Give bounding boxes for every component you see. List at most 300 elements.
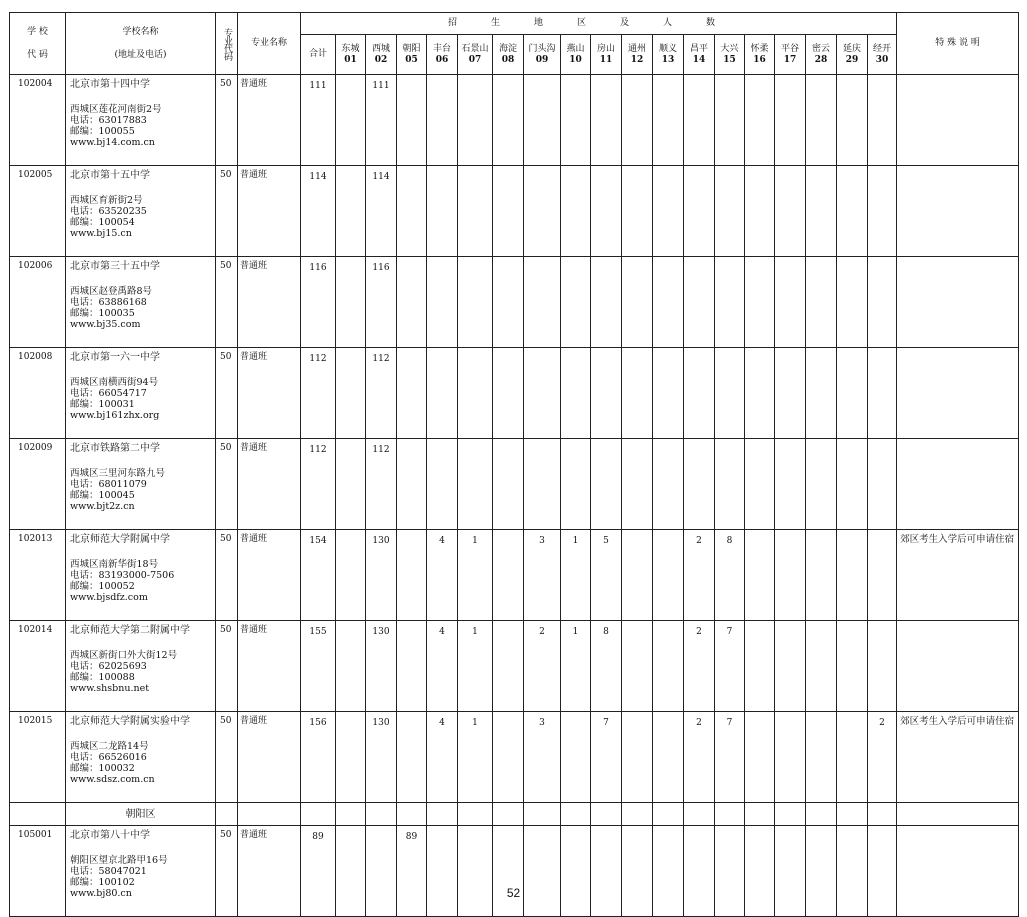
district-count (806, 621, 837, 712)
district-count: 112 (366, 439, 397, 530)
header-district (715, 35, 745, 75)
district-count (653, 348, 684, 439)
district-count (837, 348, 868, 439)
total-count: 111 (301, 75, 336, 166)
school-name: 北京师范大学第二附属中学 (70, 625, 190, 636)
special-note (897, 166, 1019, 257)
district-count (561, 166, 591, 257)
district-code: 13 (661, 54, 675, 65)
school-postcode: 邮编：100102 (70, 877, 135, 888)
header-district (745, 35, 775, 75)
district-count (837, 166, 868, 257)
district-count (397, 166, 427, 257)
district-count (427, 257, 458, 348)
school-address-block (70, 468, 215, 512)
district-count (806, 257, 837, 348)
school-code: 102015 (10, 712, 66, 803)
district-code: 05 (405, 54, 418, 65)
district-name: 丰台 (432, 43, 451, 54)
header-school-name-line1: 学校名称 (122, 26, 159, 37)
district-count (561, 826, 591, 917)
district-code: 28 (814, 54, 828, 65)
district-count (397, 621, 427, 712)
school-address-block (70, 377, 215, 421)
table-row (10, 166, 1019, 257)
district-count (458, 257, 493, 348)
header-school-code-line2: 代 码 (27, 49, 48, 60)
district-count: 2 (684, 621, 715, 712)
district-count (458, 439, 493, 530)
district-count: 114 (366, 166, 397, 257)
district-count (493, 439, 524, 530)
district-count (775, 621, 806, 712)
district-code: 17 (783, 54, 797, 65)
header-district (591, 35, 622, 75)
specialty-name: 普通班 (238, 257, 301, 348)
district-count (745, 257, 775, 348)
school-address: 西城区南横西街94号 (70, 377, 159, 388)
district-count: 112 (366, 348, 397, 439)
district-count (524, 348, 561, 439)
table-row (10, 621, 1019, 712)
district-count: 8 (591, 621, 622, 712)
header-district (336, 35, 366, 75)
district-count: 130 (366, 712, 397, 803)
section-blank (837, 803, 868, 826)
school-phone: 电话：63017883 (70, 115, 147, 126)
district-count (493, 621, 524, 712)
table-row (10, 712, 1019, 803)
district-count (493, 530, 524, 621)
district-count (775, 166, 806, 257)
district-count (336, 826, 366, 917)
district-count (715, 166, 745, 257)
school-phone: 电话：68011079 (70, 479, 147, 490)
school-address: 西城区二龙路14号 (70, 741, 149, 752)
district-count (684, 439, 715, 530)
district-code: 07 (468, 54, 482, 65)
district-count (806, 712, 837, 803)
header-district (806, 35, 837, 75)
header-district (653, 35, 684, 75)
school-name-cell (66, 439, 216, 530)
district-count: 2 (868, 712, 897, 803)
school-address-block (70, 195, 215, 239)
district-count (653, 75, 684, 166)
header-district (837, 35, 868, 75)
header-spec-code: 专业代码 (216, 13, 238, 75)
district-count (493, 166, 524, 257)
header-district (458, 35, 493, 75)
district-code: 15 (723, 54, 736, 65)
district-count (653, 826, 684, 917)
district-name: 经开 (873, 43, 892, 54)
district-count (653, 712, 684, 803)
header-school-name-line2: (地址及电话) (114, 49, 167, 60)
section-blank (715, 803, 745, 826)
specialty-code: 50 (216, 826, 238, 917)
district-count (837, 75, 868, 166)
school-web: www.bj161zhx.org (70, 410, 160, 421)
district-count (653, 530, 684, 621)
district-count (868, 439, 897, 530)
special-note (897, 826, 1019, 917)
district-count (591, 166, 622, 257)
school-web: www.sdsz.com.cn (70, 774, 155, 785)
section-blank (458, 803, 493, 826)
district-count: 1 (561, 530, 591, 621)
district-count (775, 530, 806, 621)
header-region-title: 招生地区及人数 (301, 13, 897, 35)
district-count (622, 75, 653, 166)
district-count (622, 439, 653, 530)
district-count: 7 (715, 621, 745, 712)
section-blank (397, 803, 427, 826)
district-count (366, 826, 397, 917)
district-name: 门头沟 (528, 43, 556, 54)
district-count (336, 712, 366, 803)
district-name: 西城 (371, 43, 390, 54)
district-count: 4 (427, 712, 458, 803)
district-count: 3 (524, 712, 561, 803)
district-name: 大兴 (720, 43, 739, 54)
school-name-cell (66, 257, 216, 348)
district-count (397, 257, 427, 348)
header-district (366, 35, 397, 75)
school-phone: 电话：83193000-7506 (70, 570, 175, 581)
specialty-code: 50 (216, 75, 238, 166)
table-row (10, 75, 1019, 166)
school-web: www.bjsdfz.com (70, 592, 148, 603)
district-count (336, 530, 366, 621)
district-count (775, 75, 806, 166)
header-district (493, 35, 524, 75)
district-count (745, 826, 775, 917)
school-phone: 电话：58047021 (70, 866, 147, 877)
district-count (745, 712, 775, 803)
specialty-name: 普通班 (238, 621, 301, 712)
section-blank (427, 803, 458, 826)
school-name-cell (66, 75, 216, 166)
school-code: 105001 (10, 826, 66, 917)
district-count (524, 166, 561, 257)
section-blank (216, 803, 238, 826)
district-count (868, 75, 897, 166)
district-name: 顺义 (658, 43, 677, 54)
district-count (684, 75, 715, 166)
school-name-cell (66, 166, 216, 257)
special-note (897, 348, 1019, 439)
header-district (427, 35, 458, 75)
district-count (493, 712, 524, 803)
district-count (591, 439, 622, 530)
district-count (745, 621, 775, 712)
section-blank (561, 803, 591, 826)
district-code: 01 (344, 54, 357, 65)
district-count (684, 166, 715, 257)
district-count (775, 348, 806, 439)
district-name: 平谷 (780, 43, 799, 54)
district-count (715, 439, 745, 530)
school-address-block (70, 286, 215, 330)
school-name: 北京市第一六一中学 (70, 352, 160, 363)
district-count (715, 257, 745, 348)
section-blank (684, 803, 715, 826)
district-count (397, 530, 427, 621)
district-count (622, 166, 653, 257)
district-count (837, 439, 868, 530)
section-row (10, 803, 1019, 826)
district-count (458, 75, 493, 166)
district-count (806, 166, 837, 257)
school-address: 西城区赵登禹路8号 (70, 286, 153, 297)
section-blank (524, 803, 561, 826)
district-count (561, 439, 591, 530)
special-note (897, 439, 1019, 530)
district-count: 4 (427, 530, 458, 621)
district-count (591, 75, 622, 166)
specialty-code: 50 (216, 348, 238, 439)
district-count (458, 166, 493, 257)
school-code: 102004 (10, 75, 66, 166)
school-address-block (70, 559, 215, 603)
district-code: 16 (753, 54, 766, 65)
school-postcode: 邮编：100031 (70, 399, 135, 410)
specialty-code: 50 (216, 257, 238, 348)
section-blank (493, 803, 524, 826)
table-row (10, 439, 1019, 530)
district-count (493, 257, 524, 348)
district-code: 08 (501, 54, 515, 65)
special-note (897, 621, 1019, 712)
total-count: 156 (301, 712, 336, 803)
school-address: 西城区育新街2号 (70, 195, 143, 206)
section-label: 朝阳区 (66, 803, 216, 826)
header-district (524, 35, 561, 75)
header-district (561, 35, 591, 75)
district-code: 29 (845, 54, 859, 65)
district-count (336, 348, 366, 439)
district-count (458, 826, 493, 917)
district-count (591, 826, 622, 917)
school-web: www.shsbnu.net (70, 683, 150, 694)
school-address: 西城区莲花河南街2号 (70, 104, 162, 115)
district-count (837, 530, 868, 621)
section-blank (806, 803, 837, 826)
header-district (397, 35, 427, 75)
district-count (806, 530, 837, 621)
school-phone: 电话：62025693 (70, 661, 147, 672)
district-count (561, 257, 591, 348)
district-count: 130 (366, 530, 397, 621)
district-count (427, 166, 458, 257)
table-row (10, 826, 1019, 917)
district-count (868, 530, 897, 621)
district-count (622, 712, 653, 803)
district-count (837, 257, 868, 348)
district-count (868, 621, 897, 712)
district-count (336, 75, 366, 166)
table-row (10, 348, 1019, 439)
section-blank (591, 803, 622, 826)
total-count: 114 (301, 166, 336, 257)
district-count (775, 712, 806, 803)
section-blank (897, 803, 1019, 826)
district-name: 怀柔 (750, 43, 769, 54)
district-count: 116 (366, 257, 397, 348)
district-count: 1 (458, 530, 493, 621)
district-count (775, 257, 806, 348)
district-count: 7 (715, 712, 745, 803)
district-code: 12 (630, 54, 644, 65)
school-phone: 电话：63520235 (70, 206, 147, 217)
district-count: 4 (427, 621, 458, 712)
district-name: 朝阳 (402, 43, 421, 54)
school-name: 北京师范大学附属实验中学 (70, 716, 190, 727)
specialty-name: 普通班 (238, 712, 301, 803)
district-count (561, 712, 591, 803)
school-name: 北京市铁路第二中学 (70, 443, 160, 454)
district-code: 11 (599, 54, 613, 65)
district-count (715, 348, 745, 439)
section-blank (238, 803, 301, 826)
district-count (837, 826, 868, 917)
district-count (684, 826, 715, 917)
school-name: 北京市第三十五中学 (70, 261, 160, 272)
specialty-name: 普通班 (238, 166, 301, 257)
table-row (10, 530, 1019, 621)
district-count (622, 348, 653, 439)
enrollment-table (9, 12, 1019, 917)
district-count (397, 712, 427, 803)
school-code: 102008 (10, 348, 66, 439)
district-count (336, 621, 366, 712)
district-count (653, 621, 684, 712)
specialty-name: 普通班 (238, 826, 301, 917)
district-count (427, 439, 458, 530)
specialty-code: 50 (216, 530, 238, 621)
school-name-cell (66, 826, 216, 917)
district-count (622, 530, 653, 621)
school-name: 北京市第十四中学 (70, 79, 150, 90)
total-count: 116 (301, 257, 336, 348)
specialty-code: 50 (216, 712, 238, 803)
district-count (775, 826, 806, 917)
district-count (622, 257, 653, 348)
district-count (806, 439, 837, 530)
header-school-name (66, 13, 216, 75)
district-count (745, 166, 775, 257)
district-count (684, 348, 715, 439)
specialty-code: 50 (216, 439, 238, 530)
school-name: 北京师范大学附属中学 (70, 534, 170, 545)
district-code: 06 (435, 54, 449, 65)
section-blank (868, 803, 897, 826)
school-web: www.bjt2z.cn (70, 501, 135, 512)
district-count: 2 (524, 621, 561, 712)
header-school-code (10, 13, 66, 75)
district-count: 7 (591, 712, 622, 803)
district-count (806, 75, 837, 166)
district-name: 东城 (341, 43, 360, 54)
district-count (868, 348, 897, 439)
district-count (493, 826, 524, 917)
school-postcode: 邮编：100045 (70, 490, 135, 501)
district-name: 燕山 (566, 43, 585, 54)
district-count (868, 166, 897, 257)
school-postcode: 邮编：100055 (70, 126, 135, 137)
school-web: www.bj80.cn (70, 888, 132, 899)
header-district (868, 35, 897, 75)
table-row (10, 257, 1019, 348)
district-count: 5 (591, 530, 622, 621)
total-count: 89 (301, 826, 336, 917)
school-address: 西城区新街口外大街12号 (70, 650, 178, 661)
district-name: 合计 (308, 49, 327, 59)
district-count (397, 75, 427, 166)
header-district (622, 35, 653, 75)
district-count (524, 75, 561, 166)
district-name: 海淀 (498, 43, 517, 54)
district-count (715, 75, 745, 166)
school-name: 北京市第十五中学 (70, 170, 150, 181)
special-note: 郊区考生入学后可申请住宿 (897, 530, 1019, 621)
specialty-name: 普通班 (238, 439, 301, 530)
school-address-block (70, 741, 215, 785)
district-count (561, 348, 591, 439)
district-count (524, 826, 561, 917)
district-name: 密云 (811, 43, 830, 54)
specialty-code: 50 (216, 166, 238, 257)
school-phone: 电话：63886168 (70, 297, 147, 308)
district-count (622, 826, 653, 917)
page-number: 52 (506, 886, 521, 900)
school-address: 西城区南新华街18号 (70, 559, 159, 570)
district-count (745, 348, 775, 439)
district-count (684, 257, 715, 348)
district-count (806, 348, 837, 439)
district-code: 02 (374, 54, 388, 65)
district-count (524, 257, 561, 348)
district-count (653, 257, 684, 348)
district-count (397, 439, 427, 530)
district-count: 3 (524, 530, 561, 621)
total-count: 112 (301, 439, 336, 530)
school-name-cell (66, 348, 216, 439)
district-count: 1 (458, 621, 493, 712)
district-count (806, 826, 837, 917)
school-code: 102006 (10, 257, 66, 348)
district-name: 石景山 (461, 43, 489, 54)
header-district (301, 35, 336, 75)
school-postcode: 邮编：100035 (70, 308, 135, 319)
district-count: 8 (715, 530, 745, 621)
school-name-cell (66, 530, 216, 621)
section-blank (10, 803, 66, 826)
school-phone: 电话：66054717 (70, 388, 147, 399)
school-web: www.bj15.cn (70, 228, 132, 239)
header-school-code-line1: 学 校 (27, 26, 48, 37)
total-count: 155 (301, 621, 336, 712)
district-count: 1 (561, 621, 591, 712)
school-postcode: 邮编：100088 (70, 672, 135, 683)
section-blank (366, 803, 397, 826)
school-name: 北京市第八十中学 (70, 830, 150, 841)
district-count (745, 75, 775, 166)
district-count (336, 439, 366, 530)
district-count (745, 530, 775, 621)
specialty-name: 普通班 (238, 530, 301, 621)
